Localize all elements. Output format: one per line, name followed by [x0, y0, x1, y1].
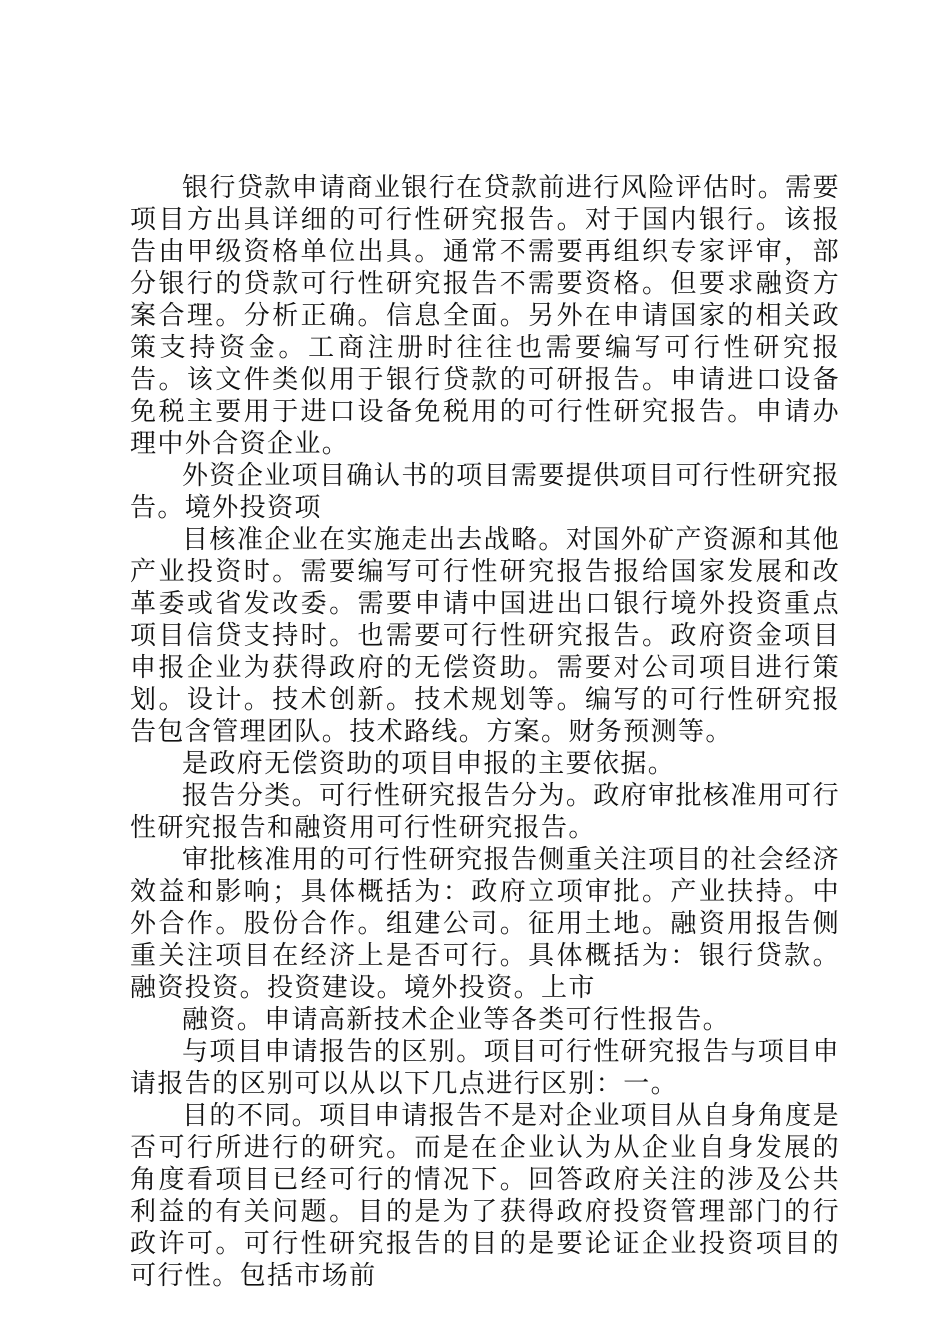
paragraph-purpose-difference: 目的不同。项目申请报告不是对企业项目从自身角度是否可行所进行的研究。而是在企业认为从企业自身发展的角度看项目已经可行的情况下。回答政府关注的涉及公共利益的有关问题。目的是为了获得政府投资管理部门的行政许可。可行性研究报告的目的是要论证企业投资项目的可行性。包括市场前 [130, 1101, 840, 1291]
paragraph-difference-intro: 与项目申请报告的区别。项目可行性研究报告与项目申请报告的区别可以从以下几点进行区别：一。 [130, 1037, 840, 1099]
paragraph-bank-loan: 银行贷款申请商业银行在贷款前进行风险评估时。需要项目方出具详细的可行性研究报告。对于国内银行。该报告由甲级资格单位出具。通常不需要再组织专家评审，部分银行的贷款可行性研究报告不需要资格。但要求融资方案合理。分析正确。信息全面。另外在申请国家的相关政策支持资金。工商注册时往往也需要编写可行性研究报告。该文件类似用于银行贷款的可研报告。申请进口设备免税主要用于进口设备免税用的可行性研究报告。申请办理中外合资企业。 [130, 173, 840, 459]
paragraph-government-grant-basis: 是政府无偿资助的项目申报的主要依据。 [182, 749, 676, 779]
paragraph-overseas-investment: 目核准企业在实施走出去战略。对国外矿产资源和其他产业投资时。需要编写可行性研究报告报给国家发展和改革委或省发改委。需要申请中国进出口银行境外投资重点项目信贷支持时。也需要可行性研究报告。政府资金项目申报企业为获得政府的无偿资助。需要对公司项目进行策划。设计。技术创新。技术规划等。编写的可行性研究报告包含管理团队。技术路线。方案。财务预测等。 [130, 525, 840, 747]
paragraph-foreign-investment-confirmation: 外资企业项目确认书的项目需要提供项目可行性研究报告。境外投资项 [130, 461, 840, 523]
paragraph-approval-report-focus: 审批核准用的可行性研究报告侧重关注项目的社会经济效益和影响；具体概括为：政府立项审批。产业扶持。中外合作。股份合作。组建公司。征用土地。融资用报告侧重关注项目在经济上是否可行。具体概括为：银行贷款。融资投资。投资建设。境外投资。上市 [130, 845, 840, 1003]
document-body [130, 172, 840, 1292]
paragraph-report-classification: 报告分类。可行性研究报告分为。政府审批核准用可行性研究报告和融资用可行性研究报告。 [130, 781, 840, 843]
paragraph-financing-high-tech: 融资。申请高新技术企业等各类可行性报告。 [182, 1005, 731, 1035]
